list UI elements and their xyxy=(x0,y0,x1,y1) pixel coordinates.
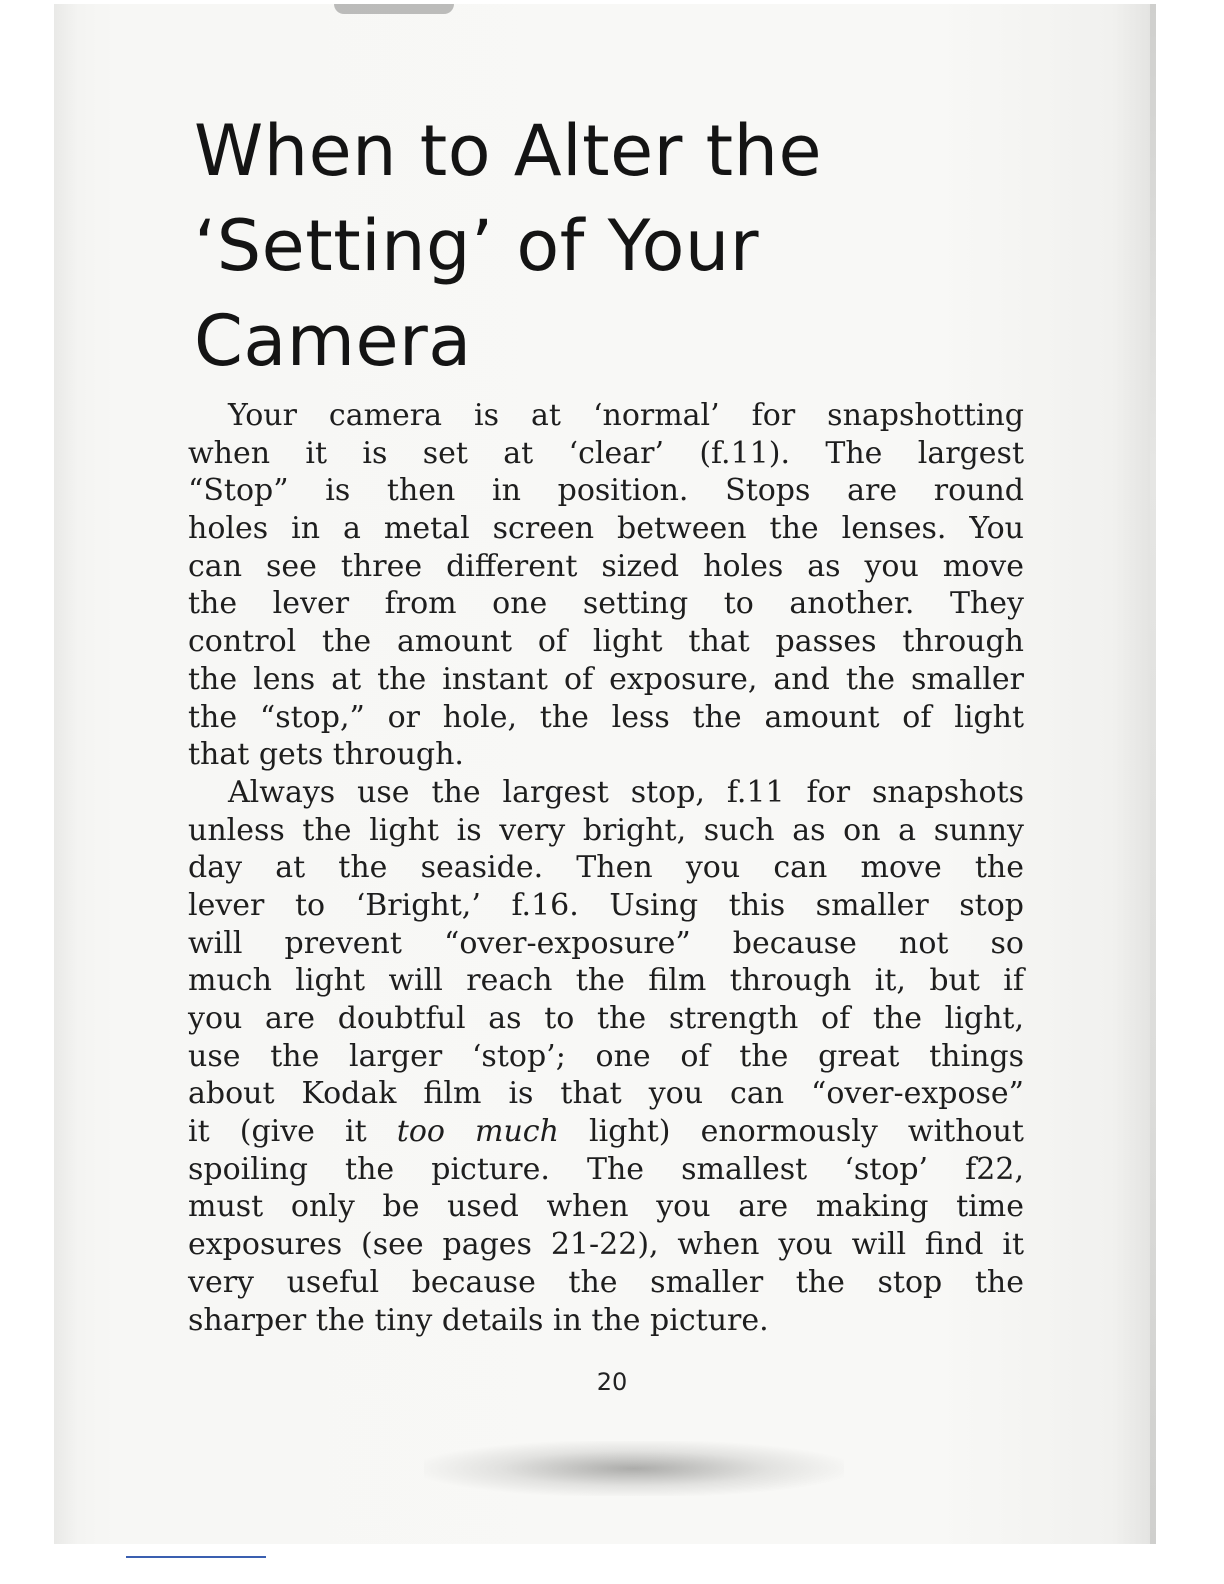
body-line-part: it (give it xyxy=(188,1114,397,1150)
body-line: must only be used when you are making time xyxy=(188,1189,1024,1225)
body-line: holes in a metal screen between the lenses. You xyxy=(188,511,1024,547)
body-line: the lever from one setting to another. They xyxy=(188,586,1024,622)
body-line: you are doubtful as to the strength of the light, xyxy=(188,1001,1024,1036)
body-line: exposures (see pages 21-22), when you will find it xyxy=(188,1227,1024,1263)
body-line: about Kodak film is that you can “over-expose” xyxy=(188,1076,1024,1112)
scan-underline-mark xyxy=(126,1556,266,1558)
body-text xyxy=(188,397,1024,1339)
body-line: that gets through. xyxy=(188,737,464,773)
body-line: “Stop” is then in position. Stops are round xyxy=(188,473,1024,509)
body-line: Your camera is at ‘normal’ for snapshotting xyxy=(228,398,1024,433)
title-line-2: ‘Setting’ of Your xyxy=(194,205,760,287)
title-line-1: When to Alter the xyxy=(194,110,823,192)
body-line: sharper the tiny details in the picture. xyxy=(188,1302,769,1338)
body-line-with-italic xyxy=(188,1113,1024,1151)
body-line: can see three different sized holes as you move xyxy=(188,548,1024,584)
body-line: unless the light is very bright, such as on a sunny xyxy=(188,812,1024,848)
body-line: Always use the largest stop, f.11 for snapshots xyxy=(228,774,1024,810)
scan-smudge xyxy=(424,1441,844,1496)
body-line: will prevent “over-exposure” because not so xyxy=(188,925,1024,961)
body-line: lever to ‘Bright,’ f.16. Using this smaller stop xyxy=(188,887,1024,923)
body-line-part: light) enormously without xyxy=(558,1114,1024,1150)
title-line-3: Camera xyxy=(194,300,472,382)
body-line: use the larger ‘stop’; one of the great things xyxy=(188,1038,1024,1074)
body-line: the lens at the instant of exposure, and the smaller xyxy=(188,661,1024,697)
body-line: day at the seaside. Then you can move the xyxy=(188,850,1024,886)
body-line: control the amount of light that passes through xyxy=(188,624,1024,660)
body-line: spoiling the picture. The smallest ‘stop’ f22, xyxy=(188,1151,1024,1187)
body-line: the “stop,” or hole, the less the amount of light xyxy=(188,699,1024,735)
body-italic-phrase: too much xyxy=(396,1114,559,1150)
body-line: much light will reach the film through it, but if xyxy=(188,963,1024,999)
page-number: 20 xyxy=(596,1368,628,1396)
body-line: very useful because the smaller the stop the xyxy=(188,1264,1024,1300)
page-title xyxy=(194,104,954,389)
body-line: when it is set at ‘clear’ (f.11). The largest xyxy=(188,435,1024,471)
